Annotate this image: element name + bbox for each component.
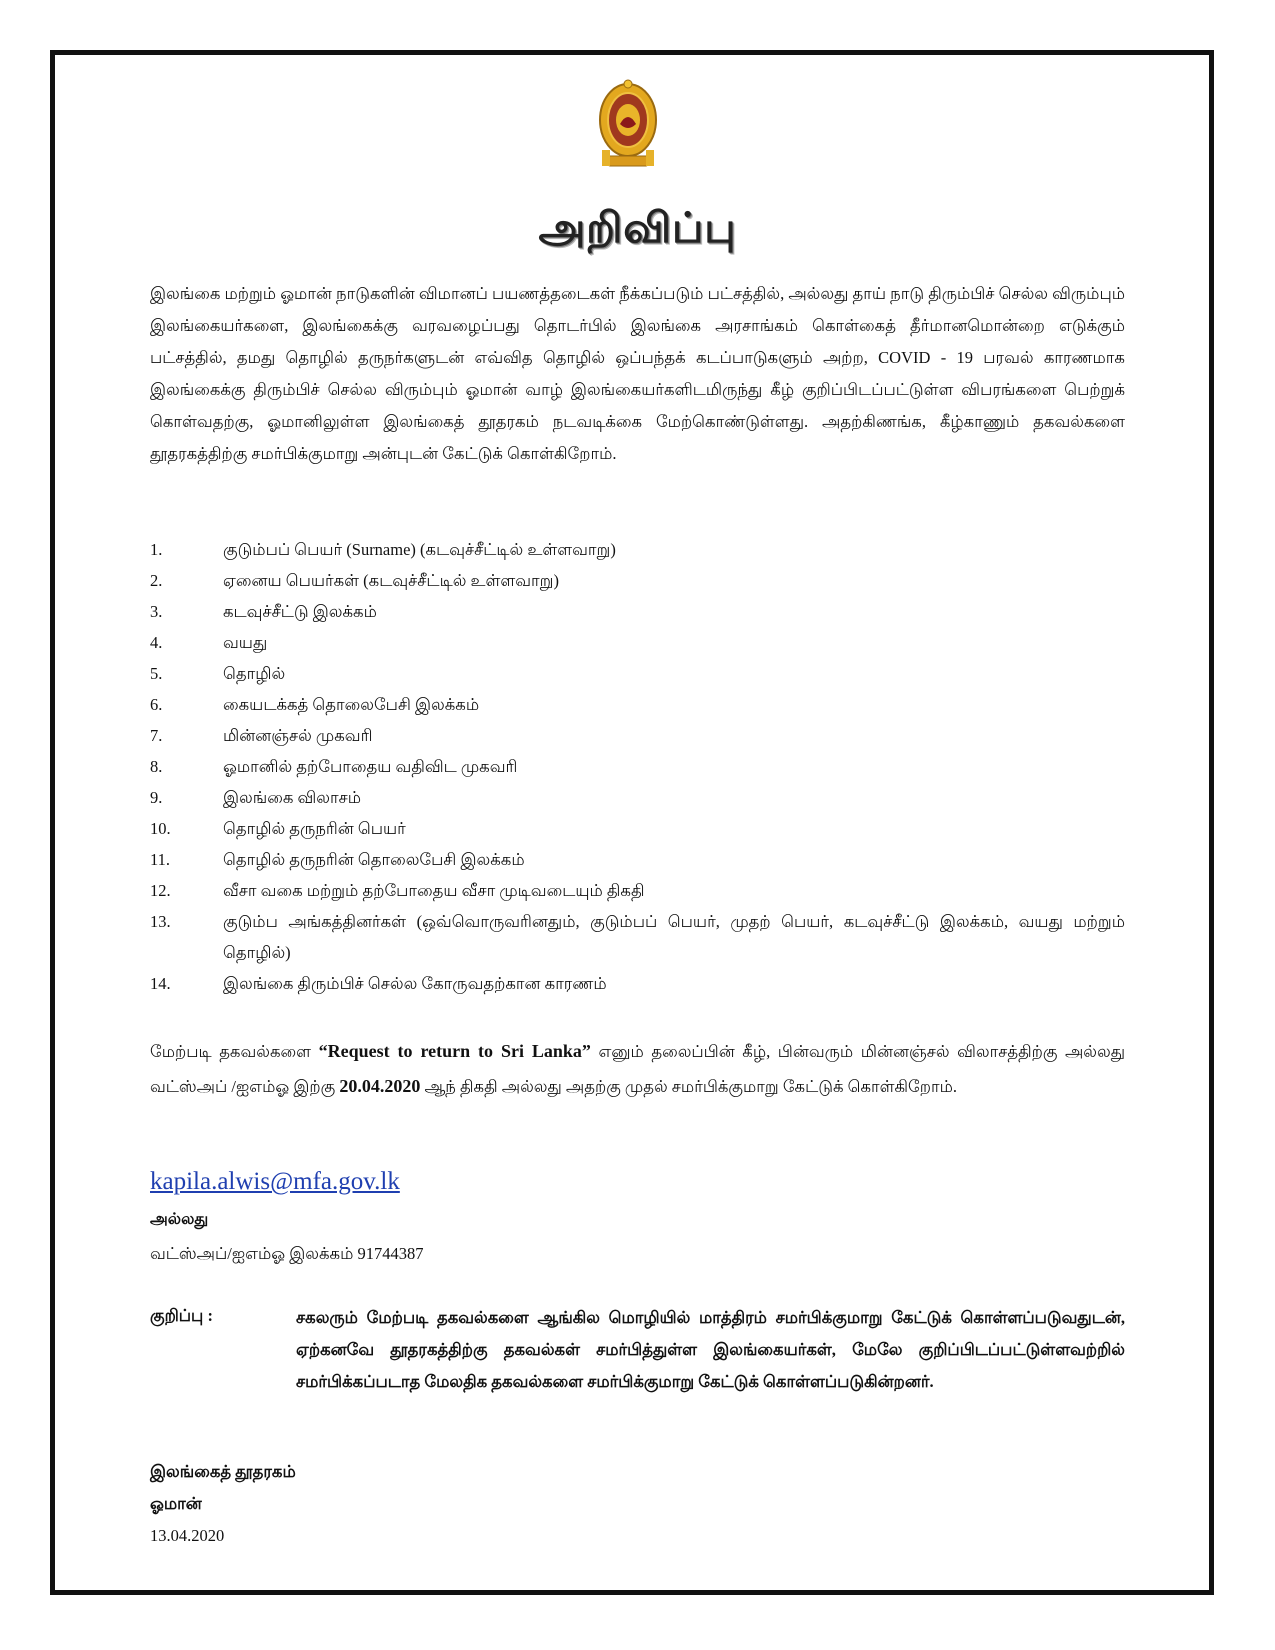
list-item: 3. கடவுச்சீட்டு இலக்கம் [150,602,377,621]
list-item: 8. ஓமானில் தற்போதைய வதிவிட முகவரி [150,757,518,776]
or-label: அல்லது [150,1211,209,1228]
email-link[interactable]: kapila.alwis@mfa.gov.lk [150,1168,400,1195]
list-item: 10. தொழில் தருநரின் பெயர் [150,819,406,838]
signature-date: 13.04.2020 [150,1526,225,1545]
national-emblem-icon [596,76,660,172]
list-item: 11. தொழில் தருநரின் தொலைபேசி இலக்கம் [150,850,525,869]
list-item: 14. இலங்கை திரும்பிச் செல்ல கோருவதற்கான காரணம் [150,974,607,993]
list-item: 4. வயது [150,633,268,652]
list-item: 7. மின்னஞ்சல் முகவரி [150,726,373,745]
list-item: 13. குடும்ப அங்கத்தினர்கள் (ஒவ்வொருவரினதும், குடும்பப் பெயர், முதற் பெயர், கடவுச்சீட்டு இலக்கம், வயது மற்றும் தொழில்) [150,912,1125,962]
intro-paragraph: இலங்கை மற்றும் ஓமான் நாடுகளின் விமானப் பயணத்தடைகள் நீக்கப்படும் பட்சத்தில், அல்லது தாய் நாடு திரும்பிச் செல்ல விரும்பும் இலங்கையர்களை, இலங்கைக்கு வரவழைப்பது தொடர்பில் இலங்கை அரசாங்கம் கொள்கைத் தீர்மானமொன்றை எடுக்கும் பட்சத்தில், தமது தொழில் தருநர்களுடன் எவ்வித தொழில் ஒப்பந்தக் கடப்பாடுகளும் அற்ற, COVID - 19 பரவல் காரணமாக இலங்கைக்கு திரும்பிச் செல்ல விரும்பும் ஓமான் வாழ் இலங்கையர்களிடமிருந்து கீழ் குறிப்பிடப்பட்டுள்ள விபரங்களை பெற்றுக் கொள்வதற்கு, ஓமானிலுள்ள இலங்கைத் தூதரகம் நடவடிக்கை மேற்கொண்டுள்ளது. அதற்கிணங்க, கீழ்காணும் தகவல்களை தூதரகத்திற்கு சமர்பிக்குமாறு அன்புடன் கேட்டுக் கொள்கிறோம். [150,284,1125,463]
signature-country: ஓமான் [150,1494,202,1513]
list-item: 1. குடும்பப் பெயர் (Surname) (கடவுச்சீட்டில் உள்ளவாறு) [150,540,616,559]
list-item: 6. கையடக்கத் தொலைபேசி இலக்கம் [150,695,480,714]
whatsapp-number: வட்ஸ்அப்/ஐஎம்ஓ இலக்கம் 91744387 [150,1244,424,1263]
deadline-date: 20.04.2020 [339,1076,421,1096]
notice-title: அறிவிப்பு [538,206,737,252]
submission-paragraph: மேற்படி தகவல்களை “Request to return to Sri Lanka” எனும் தலைப்பின் கீழ், பின்வரும் மின்னஞ்சல் விலாசத்திற்கு அல்லது வட்ஸ்அப் /ஐஎம்ஓ இற்கு 20.04.2020 ஆந் திகதி அல்லது அதற்கு முதல் சமர்பிக்குமாறு கேட்டுக் கொள்கிறோம். [150,1041,1126,1096]
list-item: 2. ஏனைய பெயர்கள் (கடவுச்சீட்டில் உள்ளவாறு) [150,571,559,590]
list-item: 5. தொழில் [150,664,286,683]
note-label: குறிப்பு : [150,1306,213,1325]
note-text: சகலரும் மேற்படி தகவல்களை ஆங்கில மொழியில் மாத்திரம் சமர்பிக்குமாறு கேட்டுக் கொள்ளப்படுவதுடன், ஏற்கனவே தூதரகத்திற்கு தகவல்கள் சமர்பித்துள்ள இலங்கையர்கள், மேலே குறிப்பிடப்பட்டுள்ளவற்றில் சமர்பிக்கப்படாத மேலதிக தகவல்களை சமர்பிக்குமாறு கேட்டுக் கொள்ளப்படுகின்றனர். [296,1308,1125,1391]
email-subject: “Request to return to Sri Lanka” [318,1041,591,1061]
list-item: 9. இலங்கை விலாசம் [150,788,361,807]
signature-organization: இலங்கைத் தூதரகம் [150,1462,296,1481]
required-details-list [150,534,1125,999]
list-item: 12. வீசா வகை மற்றும் தற்போதைய வீசா முடிவடையும் திகதி [150,881,645,900]
